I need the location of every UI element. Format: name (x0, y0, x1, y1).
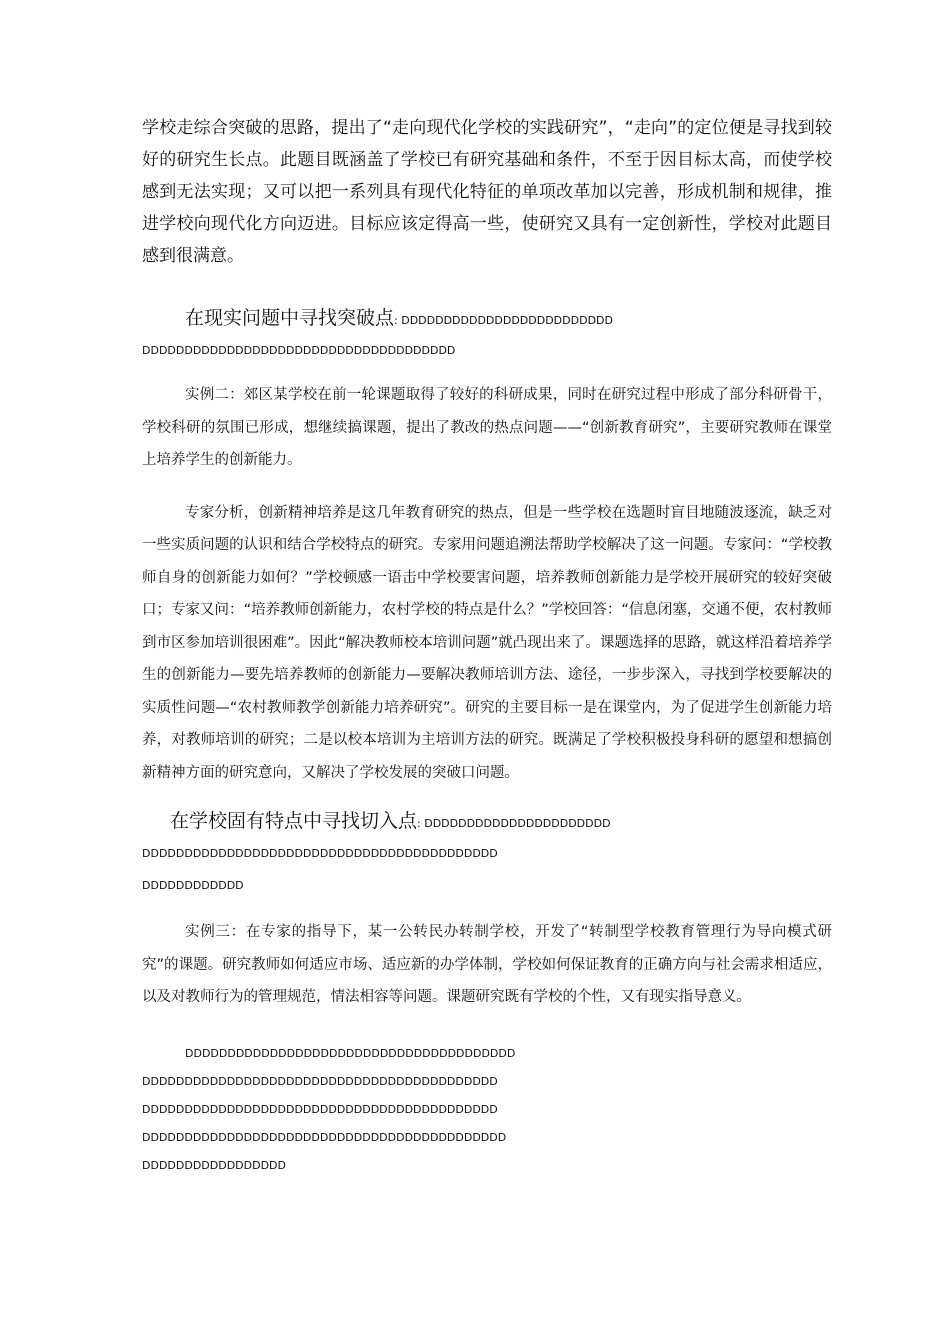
filler-line: DDDDDDDDDDDDDDDDDDDDDDDDDDDDDDDDDDDDDDDDDD (142, 847, 498, 860)
example-paragraph-3: 实例三：在专家的指导下，某一公转民办转制学校，开发了“转制型学校教育管理行为导向模式研究”的课题。研究教师如何适应市场、适应新的办学体制，学校如何保证教育的正确方向与社会需求相适应，以及对教师行为的管理规范，情法相容等问题。课题研究既有学校的个性，又有现实指导意义。 (142, 924, 832, 1005)
spacer (142, 365, 832, 379)
section-heading-entry-point (142, 807, 832, 838)
filler-line: DDDDDDDDDDDDDDDDDDDDDDDDDDDDDDDDDDDDDDDDDDD (142, 1130, 507, 1144)
spacer (142, 900, 832, 916)
filler-line: DDDDDDDDDDDDDDDDDDDDDDDDDDDDDDDDDDDDDDDDDD (142, 1102, 498, 1116)
spacer (142, 272, 832, 304)
spacer (142, 477, 832, 497)
filler-line: DDDDDDDDDDDDDDDDDDDDDDDDDDDDDDDDDDDDD (142, 344, 456, 357)
section-heading-title: 在学校固有特点中寻找切入点 (170, 810, 418, 832)
document-page (142, 112, 832, 1180)
section-heading-title: 在现实问题中寻找突破点 (185, 307, 395, 329)
section-heading-fill: : DDDDDDDDDDDDDDDDDDDDDDDDD (394, 314, 613, 327)
filler-line: DDDDDDDDDDDDDDDDD (142, 1158, 286, 1172)
body-paragraph-intro: 学校走综合突破的思路，提出了“走向现代化学校的实践研究”，“走向”的定位便是寻找到较好的研究生长点。此题目既涵盖了学校已有研究基础和条件，不至于因目标太高，而使学校感到无法实现；又可以把一系列具有现代化特征的单项改革加以完善，形成机制和规律，推进学校向现代化方向迈进。目标应该定得高一些，使研究又具有一定创新性，学校对此题目感到很满意。 (142, 118, 832, 266)
spacer (142, 789, 832, 807)
section-heading-fill: : DDDDDDDDDDDDDDDDDDDDDD (417, 817, 611, 830)
filler-line: DDDDDDDDDDDDDDDDDDDDDDDDDDDDDDDDDDDDDDDDDD (142, 1074, 498, 1088)
filler-line: DDDDDDDDDDDDDDDDDDDDDDDDDDDDDDDDDDDDDDD (185, 1046, 516, 1060)
filler-line: DDDDDDDDDDDD (142, 879, 244, 892)
section-heading-breakthrough (142, 304, 832, 335)
example-paragraph-2: 实例二：郊区某学校在前一轮课题取得了较好的科研成果，同时在研究过程中形成了部分科研骨干，学校科研的氛围已形成，想继续搞课题，提出了教改的热点问题——“创新教育研究”，主要研究教师在课堂上培养学生的创新能力。 (142, 387, 832, 468)
spacer (142, 1014, 832, 1040)
analysis-paragraph-2: 专家分析，创新精神培养是这几年教育研究的热点，但是一些学校在选题时盲目地随波逐流，缺乏对一些实质问题的认识和结合学校特点的研究。专家用问题追溯法帮助学校解决了这一问题。专家问：“学校教师自身的创新能力如何？”学校顿感一语击中学校要害问题，培养教师创新能力是学校开展研究的较好突破口；专家又问：“培养教师创新能力，农村学校的特点是什么？”学校回答：“信息闭塞，交通不便，农村教师到市区参加培训很困难”。因此“解决教师校本培训问题”就凸现出来了。课题选择的思路，就这样沿着培养学生的创新能力—要先培养教师的创新能力—要解决教师培训方法、途径，一步步深入，寻找到学校要解决的实质性问题—“农村教师教学创新能力培养研究”。研究的主要目标一是在课堂内，为了促进学生创新能力培养，对教师培训的研究；二是以校本培训为主培训方法的研究。既满足了学校积极投身科研的愿望和想搞创新精神方面的研究意向，又解决了学校发展的突破口问题。 (142, 504, 832, 781)
